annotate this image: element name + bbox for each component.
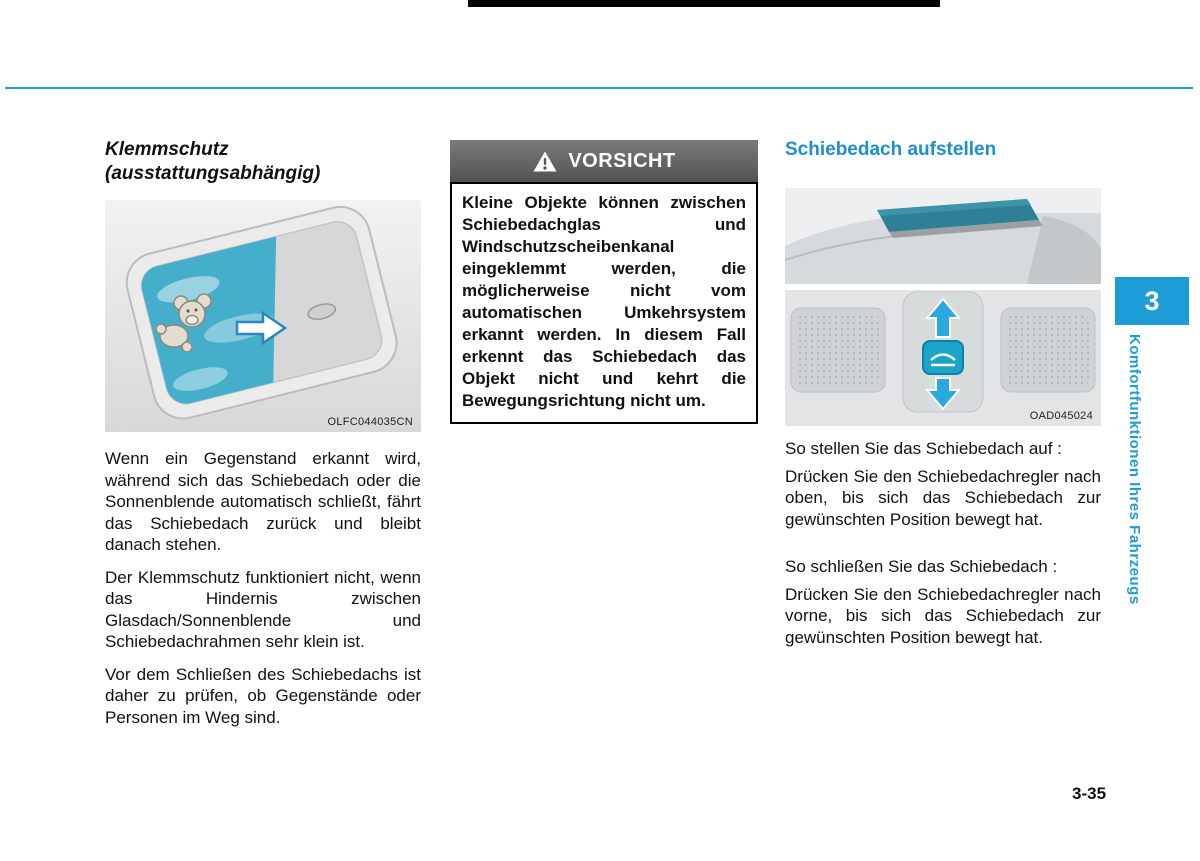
speaker-grille-left [797,314,879,386]
paragraph: Drücken Sie den Schiebedachregler nach vorne, bis sich das Schiebedach zur gewünschten Position bewegt hat. [785,584,1101,647]
paragraph: Vor dem Schließen des Schiebedachs ist daher zu prüfen, ob Gegenstände oder Personen im Weg sind. [105,664,421,727]
sunroof-switch [923,341,963,374]
section-heading-aufstellen: Schiebedach aufstellen [785,139,997,160]
right-column [785,138,1101,648]
heading-line-1: Klemmschutz [105,139,229,160]
paragraph: Drücken Sie den Schiebedachregler nach oben, bis sich das Schiebedach zur gewünschten Position bewegt hat. [785,466,1101,529]
caution-box [450,140,758,424]
paragraph: Der Klemmschutz funktioniert nicht, wenn das Hindernis zwischen Glasdach/Sonnenblende und Schiebedachrahmen sehr klein ist. [105,567,421,651]
page-number: 3-35 [1072,784,1107,803]
top-edge-artifact [468,0,940,7]
overhead-console-view [785,290,1101,426]
chapter-tab [1115,277,1189,325]
sunroof-tilt-figure [785,188,1101,426]
paragraph: Wenn ein Gegenstand erkannt wird, während sich das Schiebedach oder die Sonnenblende automatisch schließt, fährt das Schiebedach zurück und bleibt danach stehen. [105,449,421,554]
roof-deflector-view [785,188,1101,284]
caution-title: VORSICHT [568,149,676,172]
chapter-number: 3 [1144,285,1160,316]
caution-text: Kleine Objekte können zwischen Schiebedachglas und Windschutzscheibenkanal eingeklemmt werden, die möglicherweise nicht vom automatischen Umkehrsystem erkannt werden. In diesem Fall erkennt das Schiebedach das Objekt nicht und kehrt die Bewegungsrichtung nicht um. [450,182,758,424]
section-heading-klemmschutz [105,138,421,186]
lead-close: So schließen Sie das Schiebedach : [785,557,1058,576]
figure-divider [785,284,1101,290]
bear-eye-left [187,310,190,313]
figure-code: OLFC044035CN [327,416,413,428]
middle-column [450,140,758,424]
speaker-grille-right [1007,314,1089,386]
header-divider [5,87,1193,89]
warning-triangle-icon [532,150,558,173]
figure-code: OAD045024 [1029,410,1093,422]
caution-header [450,140,758,182]
sunroof-illustration [105,200,421,432]
chapter-sidebar-label: Komfortfunktionen Ihres Fahrzeugs [1126,334,1143,605]
heading-line-2: (ausstattungsabhängig) [105,163,321,184]
left-column [105,138,421,728]
bear-eye-right [195,309,198,312]
sunroof-pinch-figure [105,200,421,432]
lead-open: So stellen Sie das Schiebedach auf : [785,439,1062,458]
sunroof-switch-illustration [785,188,1101,426]
